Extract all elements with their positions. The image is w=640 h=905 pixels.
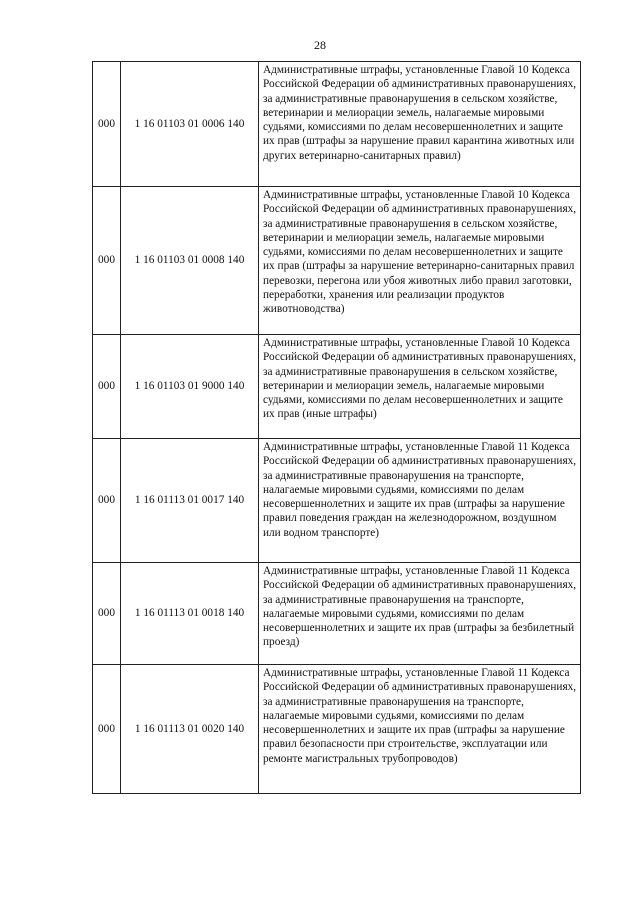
administrator-code: 000 [93, 439, 121, 563]
budget-classification-code: 1 16 01103 01 9000 140 [121, 335, 259, 439]
table-row [93, 439, 581, 563]
table-row [93, 187, 581, 335]
page-number: 28 [314, 38, 326, 52]
administrator-code: 000 [93, 62, 121, 187]
administrator-code: 000 [93, 187, 121, 335]
table-row [93, 62, 581, 187]
administrator-code: 000 [93, 335, 121, 439]
budget-classification-code: 1 16 01103 01 0008 140 [121, 187, 259, 335]
budget-classification-table [92, 61, 581, 794]
table-row [93, 665, 581, 794]
administrator-code: 000 [93, 665, 121, 794]
budget-classification-code: 1 16 01113 01 0020 140 [121, 665, 259, 794]
income-description: Административные штрафы, установленные Главой 10 Кодекса Российской Федерации об административных правонарушениях, за административные правонарушения в сельском хозяйстве, ветеринарии и мелиорации земель, налагаемые мировыми судьями, комиссиями по делам несовершеннолетних и защите их прав (иные штрафы) [259, 335, 581, 439]
income-description: Административные штрафы, установленные Главой 11 Кодекса Российской Федерации об административных правонарушениях, за административные правонарушения на транспорте, налагаемые мировыми судьями, комиссиями по делам несовершеннолетних и защите их прав (штрафы за нарушение правил поведения граждан на железнодорожном, воздушном или водном транспорте) [259, 439, 581, 563]
income-description: Административные штрафы, установленные Главой 10 Кодекса Российской Федерации об административных правонарушениях, за административные правонарушения в сельском хозяйстве, ветеринарии и мелиорации земель, налагаемые мировыми судьями, комиссиями по делам несовершеннолетних и защите их прав (штрафы за нарушение правил карантина животных или других ветеринарно-санитарных правил) [259, 62, 581, 187]
budget-classification-code: 1 16 01103 01 0006 140 [121, 62, 259, 187]
table-row [93, 563, 581, 665]
income-description: Административные штрафы, установленные Главой 11 Кодекса Российской Федерации об административных правонарушениях, за административные правонарушения на транспорте, налагаемые мировыми судьями, комиссиями по делам несовершеннолетних и защите их прав (штрафы за безбилетный проезд) [259, 563, 581, 665]
administrator-code: 000 [93, 563, 121, 665]
income-description: Административные штрафы, установленные Главой 10 Кодекса Российской Федерации об административных правонарушениях, за административные правонарушения в сельском хозяйстве, ветеринарии и мелиорации земель, налагаемые мировыми судьями, комиссиями по делам несовершеннолетних и защите их прав (штрафы за нарушение ветеринарно-санитарных правил перевозки, перегона или убоя животных либо правил заготовки, переработки, хранения или реализации продуктов животноводства) [259, 187, 581, 335]
budget-classification-code: 1 16 01113 01 0017 140 [121, 439, 259, 563]
table-row [93, 335, 581, 439]
income-description: Административные штрафы, установленные Главой 11 Кодекса Российской Федерации об административных правонарушениях, за административные правонарушения на транспорте, налагаемые мировыми судьями, комиссиями по делам несовершеннолетних и защите их прав (штрафы за нарушение правил безопасности при строительстве, эксплуатации или ремонте магистральных трубопроводов) [259, 665, 581, 794]
budget-classification-code: 1 16 01113 01 0018 140 [121, 563, 259, 665]
